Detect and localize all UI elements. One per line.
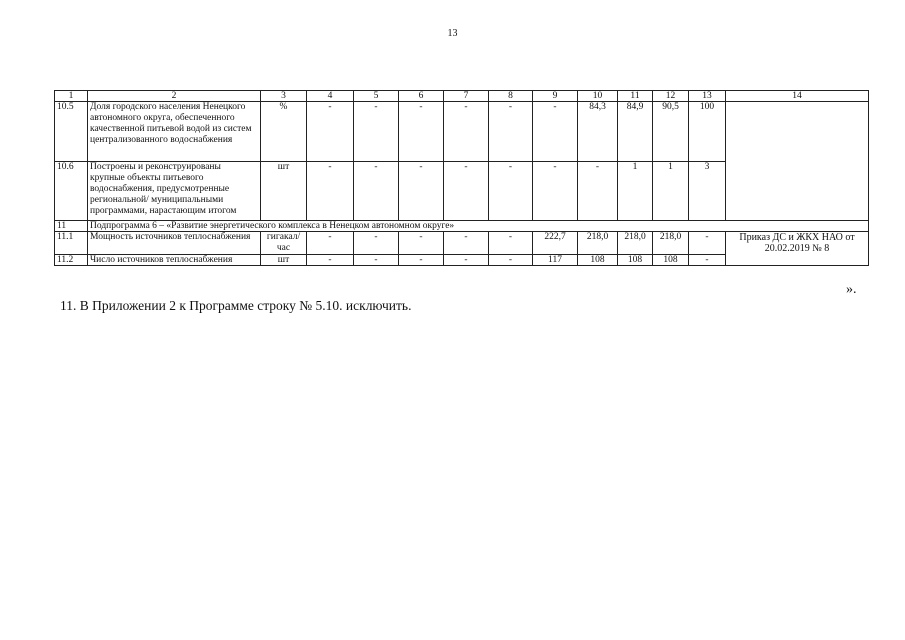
indicator-name: Мощность источников теплоснабжения — [88, 232, 261, 255]
value-cell: 108 — [653, 255, 689, 266]
value-cell: 100 — [689, 102, 726, 162]
value-cell: 108 — [618, 255, 653, 266]
value-cell: - — [399, 255, 444, 266]
header-cell: 2 — [88, 91, 261, 102]
value-cell: - — [533, 162, 578, 221]
unit-cell: % — [261, 102, 307, 162]
value-cell: - — [689, 255, 726, 266]
header-cell: 4 — [307, 91, 354, 102]
value-cell: - — [444, 162, 489, 221]
value-cell: - — [399, 102, 444, 162]
header-cell: 1 — [55, 91, 88, 102]
value-cell: - — [307, 255, 354, 266]
source-document: Приказ ДС и ЖКХ НАО от 20.02.2019 № 8 — [726, 232, 869, 266]
header-cell: 13 — [689, 91, 726, 102]
row-number: 10.5 — [55, 102, 88, 162]
page-number: 13 — [447, 28, 458, 39]
value-cell: 84,9 — [618, 102, 653, 162]
value-cell: - — [307, 102, 354, 162]
value-cell: - — [354, 102, 399, 162]
value-cell: - — [444, 232, 489, 255]
header-cell: 8 — [489, 91, 533, 102]
value-cell: - — [578, 162, 618, 221]
value-cell: - — [354, 255, 399, 266]
document-cell-empty — [726, 102, 869, 221]
value-cell: 218,0 — [653, 232, 689, 255]
value-cell: - — [354, 162, 399, 221]
value-cell: - — [399, 162, 444, 221]
unit-cell: гигакал/час — [261, 232, 307, 255]
value-cell: 84,3 — [578, 102, 618, 162]
row-number: 11.1 — [55, 232, 88, 255]
value-cell: - — [489, 102, 533, 162]
header-cell: 5 — [354, 91, 399, 102]
table-row — [55, 102, 869, 162]
header-cell: 11 — [618, 91, 653, 102]
unit-cell: шт — [261, 162, 307, 221]
value-cell: - — [307, 162, 354, 221]
row-number: 11.2 — [55, 255, 88, 266]
value-cell: 90,5 — [653, 102, 689, 162]
value-cell: - — [489, 232, 533, 255]
value-cell: 108 — [578, 255, 618, 266]
value-cell: 1 — [618, 162, 653, 221]
row-number: 10.6 — [55, 162, 88, 221]
value-cell: - — [489, 162, 533, 221]
value-cell: - — [354, 232, 399, 255]
value-cell: 1 — [653, 162, 689, 221]
header-cell: 3 — [261, 91, 307, 102]
indicators-table — [54, 90, 869, 266]
table-header-row — [55, 91, 869, 102]
header-cell: 6 — [399, 91, 444, 102]
table-row — [55, 232, 869, 255]
indicator-name: Доля городского населения Ненецкого автономного округа, обеспеченного качественной питьевой водой из систем централизованного водоснабжения — [88, 102, 261, 162]
unit-cell: шт — [261, 255, 307, 266]
header-cell: 12 — [653, 91, 689, 102]
amendment-paragraph: 11. В Приложении 2 к Программе строку № 5.10. исключить. — [60, 298, 412, 313]
value-cell: 3 — [689, 162, 726, 221]
value-cell: - — [689, 232, 726, 255]
indicator-name: Число источников теплоснабжения — [88, 255, 261, 266]
indicator-name: Построены и реконструированы крупные объекты питьевого водоснабжения, предусмотренные региональной/ муниципальными программами, нарастающим итогом — [88, 162, 261, 221]
value-cell: - — [444, 255, 489, 266]
value-cell: - — [489, 255, 533, 266]
header-cell: 9 — [533, 91, 578, 102]
header-cell: 14 — [726, 91, 869, 102]
value-cell: - — [307, 232, 354, 255]
header-cell: 7 — [444, 91, 489, 102]
value-cell: - — [444, 102, 489, 162]
value-cell: - — [533, 102, 578, 162]
row-number: 11 — [55, 221, 88, 232]
value-cell: 218,0 — [578, 232, 618, 255]
value-cell: 117 — [533, 255, 578, 266]
subprogram-title: Подпрограмма 6 – «Развитие энергетического комплекса в Ненецком автономном округе» — [88, 221, 869, 232]
value-cell: - — [399, 232, 444, 255]
value-cell: 218,0 — [618, 232, 653, 255]
value-cell: 222,7 — [533, 232, 578, 255]
closing-quote-mark: ». — [846, 282, 857, 297]
header-cell: 10 — [578, 91, 618, 102]
table-row — [55, 221, 869, 232]
